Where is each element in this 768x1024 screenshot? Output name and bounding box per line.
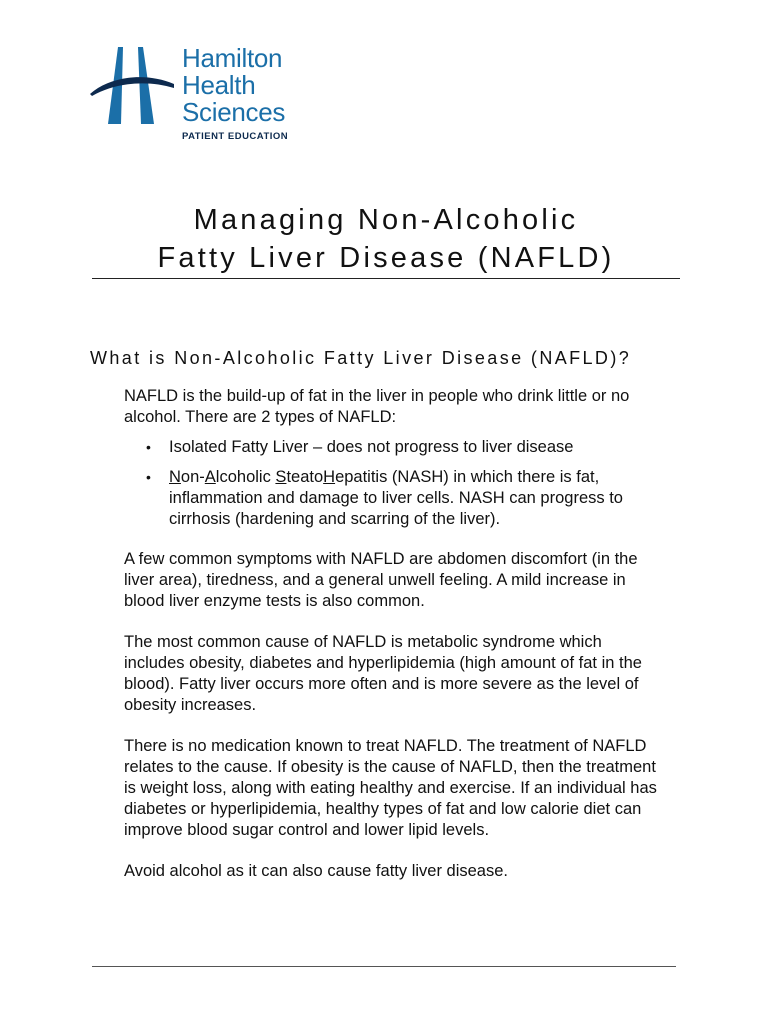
logo-line-health: Health <box>182 70 256 100</box>
title-line-1: Managing Non-Alcoholic <box>193 204 579 236</box>
footer-divider <box>92 966 676 967</box>
hhs-logo-mark-icon <box>88 44 180 128</box>
acronym-letter-s: S <box>275 468 287 486</box>
intro-paragraph: NAFLD is the build-up of fat in the liver in people who drink little or no alcohol. There are 2 types of NAFLD: <box>124 387 630 426</box>
symptoms-paragraph: A few common symptoms with NAFLD are abdomen discomfort (in the liver area), tiredness, and a general unwell feeling. A mild increase in blood liver enzyme tests is also common. <box>124 550 638 610</box>
title-line-2: Fatty Liver Disease (NAFLD) <box>157 242 615 274</box>
acronym-letter-a: A <box>204 468 216 486</box>
list-item-text-part: teato <box>286 468 324 486</box>
logo-wordmark <box>182 44 288 142</box>
treatment-paragraph: There is no medication known to treat NAFLD. The treatment of NAFLD relates to the cause. If obesity is the cause of NAFLD, then the treatment is weight loss, along with eating healthy and exercise. If an individual has diabetes or hyperlipidemia, healthy types of fat and low calorie diet can improve blood sugar control and lower lipid levels. <box>124 737 657 839</box>
alcohol-paragraph: Avoid alcohol as it can also cause fatty liver disease. <box>124 862 508 880</box>
section-heading: What is Non-Alcoholic Fatty Liver Disease (NAFLD)? <box>90 348 632 368</box>
hamilton-health-sciences-logo <box>88 44 328 148</box>
list-item-text-part: epatitis (NASH) in which there is fat, inflammation and damage to liver cells. NASH can progress to cirrhosis (hardening and scarring of the liver). <box>169 468 623 528</box>
acronym-letter-n: N <box>169 468 181 486</box>
list-item-text: Isolated Fatty Liver – does not progress to liver disease <box>169 438 574 456</box>
logo-subtitle: PATIENT EDUCATION <box>182 131 289 142</box>
nafld-types-list <box>124 437 664 530</box>
acronym-letter-h: H <box>323 468 336 486</box>
list-item-isolated-fatty-liver <box>124 437 664 458</box>
list-item-nash <box>124 467 664 530</box>
list-item-text-part: on- <box>180 468 205 486</box>
logo-line-hamilton: Hamilton <box>182 43 283 73</box>
document-title <box>92 201 680 277</box>
bullet-icon: • <box>146 469 151 485</box>
bullet-icon: • <box>146 439 151 455</box>
cause-paragraph: The most common cause of NAFLD is metabolic syndrome which includes obesity, diabetes and hyperlipidemia (high amount of fat in the blood). Fatty liver occurs more often and is more severe as the level of obesity increases. <box>124 633 642 714</box>
title-divider <box>92 278 680 279</box>
document-body <box>124 386 664 902</box>
list-item-text-part: lcoholic <box>215 468 276 486</box>
logo-line-sciences: Sciences <box>182 97 286 127</box>
